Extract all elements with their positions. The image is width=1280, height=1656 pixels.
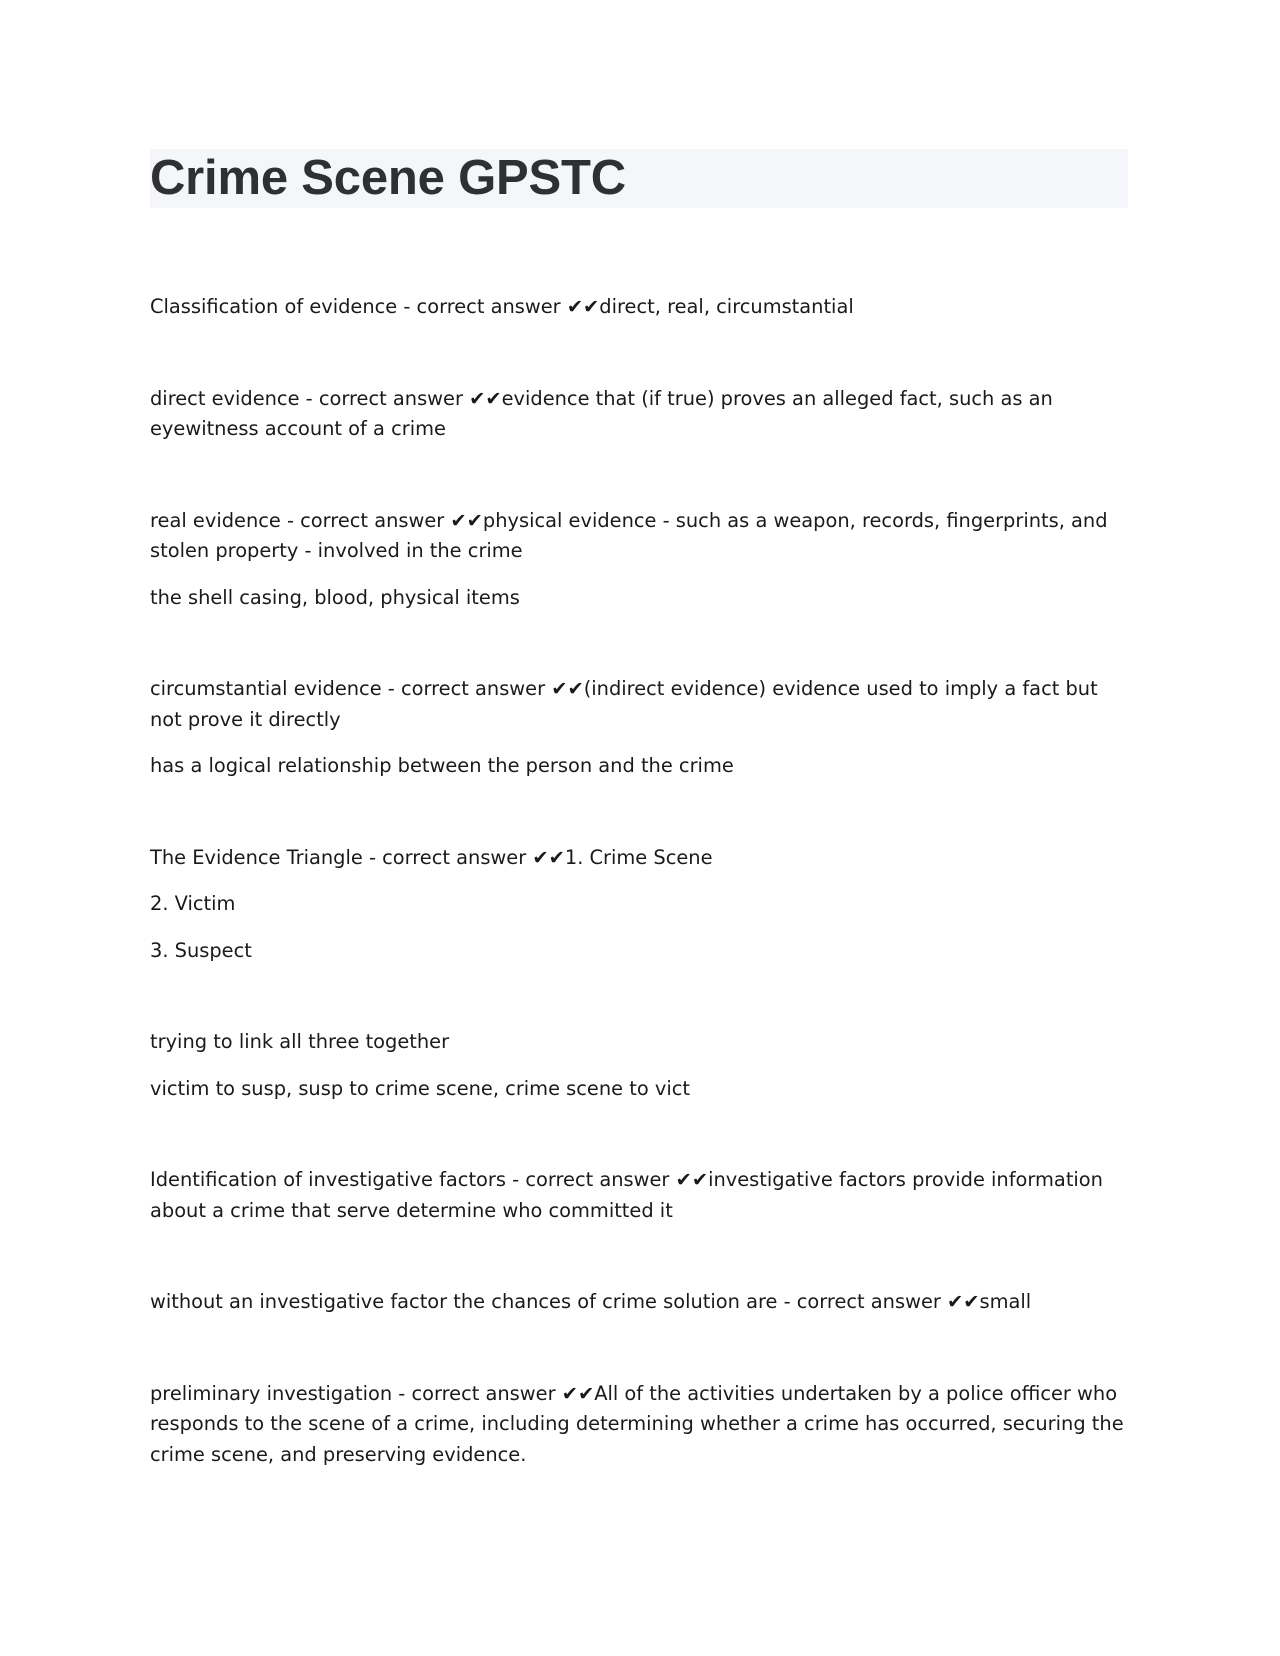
text-line: The Evidence Triangle - correct answer ✔✔1. Crime Scene xyxy=(150,845,713,869)
qa-entry-investigative-factors xyxy=(150,1165,1128,1226)
text-line: has a logical relationship between the person and the crime xyxy=(150,754,734,777)
qa-entry-direct-evidence xyxy=(150,384,1128,445)
text-line: trying to link all three together xyxy=(150,1030,450,1053)
text-line: real evidence - correct answer ✔✔physical evidence - such as a weapon, records, fingerprints, and stolen property - involved in the crime xyxy=(150,508,1108,562)
qa-entry-real-evidence xyxy=(150,506,1128,614)
text-line: the shell casing, blood, physical items xyxy=(150,585,520,609)
text-line: without an investigative factor the chances of crime solution are - correct answer ✔✔small xyxy=(150,1290,1032,1313)
document-page xyxy=(150,149,1128,1531)
text-line: 3. Suspect xyxy=(150,938,252,962)
title-bar xyxy=(150,149,1128,208)
text-line: preliminary investigation - correct answer ✔✔All of the activities undertaken by a police officer who responds to the scene of a crime, including determining whether a crime has occurred, securing the crime scene, and preserving evidence. xyxy=(150,1381,1124,1466)
text-line: 2. Victim xyxy=(150,892,236,915)
text-line: Identification of investigative factors - correct answer ✔✔investigative factors provide information about a crime that serve determine who committed it xyxy=(150,1168,1103,1222)
text-line: Classification of evidence - correct answer ✔✔direct, real, circumstantial xyxy=(150,295,854,318)
qa-entry-preliminary-investigation xyxy=(150,1379,1128,1471)
text-line: direct evidence - correct answer ✔✔evidence that (if true) proves an alleged fact, such as an eyewitness account of a crime xyxy=(150,386,1053,440)
qa-entry-triangle-notes xyxy=(150,1027,1128,1104)
document-body xyxy=(150,292,1128,1470)
qa-entry-circumstantial-evidence xyxy=(150,674,1128,782)
page-title: Crime Scene GPSTC xyxy=(150,151,626,205)
qa-entry-classification xyxy=(150,292,1128,323)
qa-entry-evidence-triangle xyxy=(150,843,1128,967)
text-line: circumstantial evidence - correct answer ✔✔(indirect evidence) evidence used to imply a fact but not prove it directly xyxy=(150,677,1098,731)
qa-entry-crime-solution xyxy=(150,1287,1128,1318)
text-line: victim to susp, susp to crime scene, crime scene to vict xyxy=(150,1076,691,1100)
